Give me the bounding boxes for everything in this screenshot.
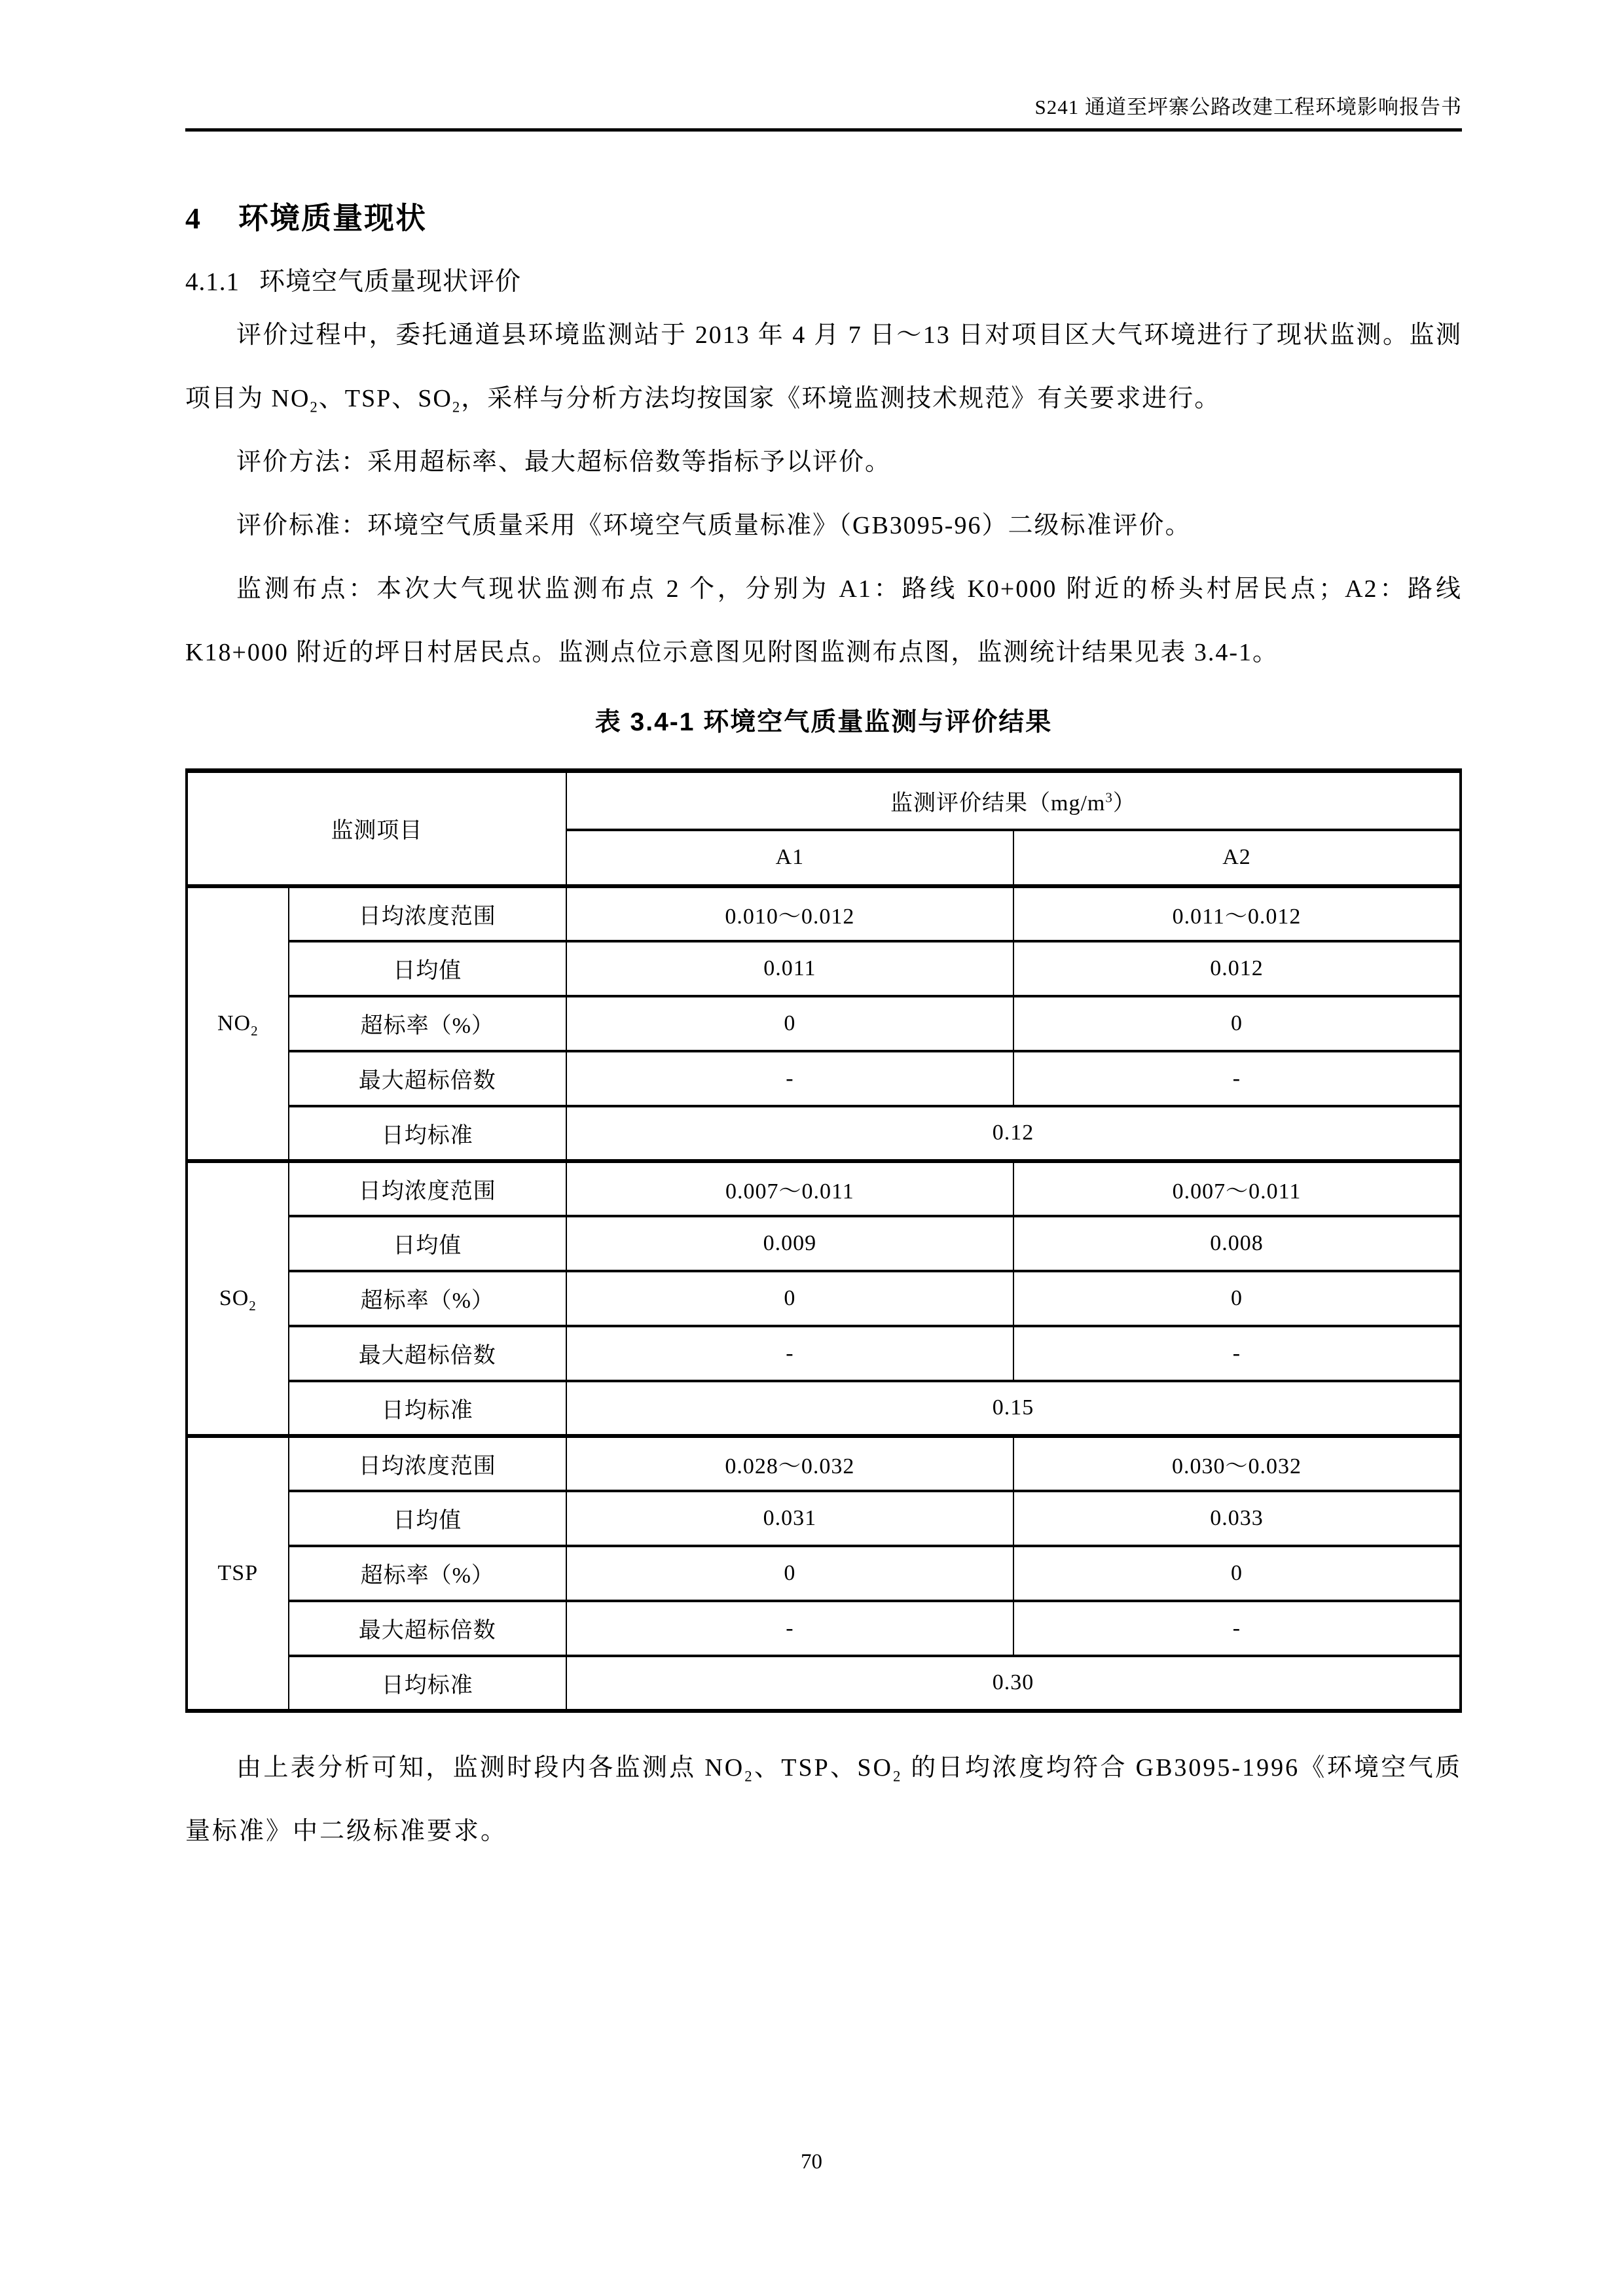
paragraph-evaluation-process: 评价过程中，委托通道县环境监测站于 2013 年 4 月 7 日～13 日对项目区大气环境进行了现状监测。监测项目为 $NO_2$、TSP、$SO_2$，采样与分析方法均按国家《环境监测技术规范》有关要求进行。	[185, 321, 1462, 416]
value-a2: -	[1013, 1326, 1461, 1381]
value-a1: 0.031	[566, 1491, 1013, 1546]
table-row	[187, 1216, 1461, 1271]
metric-label: 日均浓度范围	[289, 886, 566, 941]
value-a2: 0.033	[1013, 1491, 1461, 1546]
subsection-title: 环境空气质量现状评价	[259, 268, 522, 296]
value-a1: 0.028～0.032	[566, 1436, 1013, 1491]
running-header: S241 通道至坪寨公路改建工程环境影响报告书	[1034, 96, 1462, 118]
table-row	[187, 1656, 1461, 1711]
metric-label: 最大超标倍数	[289, 1051, 566, 1106]
standard-value: 0.30	[566, 1656, 1461, 1711]
table-caption: 表 3.4-1 环境空气质量监测与评价结果	[594, 708, 1053, 736]
paragraph-evaluation-standard: 评价标准：环境空气质量采用《环境空气质量标准》（GB3095-96）二级标准评价。	[236, 512, 1192, 539]
value-a2: -	[1013, 1051, 1461, 1106]
value-a1: -	[566, 1051, 1013, 1106]
section-heading	[185, 202, 1462, 234]
subsection-heading	[185, 268, 1462, 296]
metric-label: 日均值	[289, 1491, 566, 1546]
value-a2: -	[1013, 1601, 1461, 1656]
paragraph-conclusion: 由上表分析可知，监测时段内各监测点 $NO_2$、TSP、$SO_2$ 的日均浓度均符合 GB3095-1996《环境空气质量标准》中二级标准要求。	[185, 1753, 1463, 1845]
value-a2: 0.007～0.011	[1013, 1161, 1461, 1216]
table-row	[187, 1491, 1461, 1546]
section-title: 环境质量现状	[238, 201, 427, 235]
value-a1: 0	[566, 1271, 1013, 1326]
table-row	[187, 1546, 1461, 1601]
value-a1: -	[566, 1601, 1013, 1656]
table-row	[187, 1381, 1461, 1436]
metric-label: 超标率（%）	[289, 1271, 566, 1326]
content-area	[185, 0, 1462, 1863]
metric-label: 超标率（%）	[289, 1546, 566, 1601]
table-row	[187, 996, 1461, 1051]
paragraph-monitoring-sites: 监测布点：本次大气现状监测布点 2 个，分别为 A1：路线 K0+000 附近的桥头村居民点；A2：路线 K18+000 附近的坪日村居民点。监测点位示意图见附图监测布点图，监测统计结果见表 3.4-1。	[185, 575, 1462, 666]
table-row	[187, 1161, 1461, 1216]
table-row	[187, 1326, 1461, 1381]
pollutant-cell-no2: $NO_2$	[187, 886, 289, 1161]
header-col-a2: A2	[1013, 830, 1461, 886]
value-a1: 0.011	[566, 941, 1013, 996]
header-col-a1: A1	[566, 830, 1013, 886]
value-a1: 0.010～0.012	[566, 886, 1013, 941]
value-a1: 0.009	[566, 1216, 1013, 1271]
pollutant-cell-tsp: TSP	[187, 1436, 289, 1711]
table-row	[187, 1106, 1461, 1161]
metric-label: 最大超标倍数	[289, 1326, 566, 1381]
header-rule	[185, 128, 1462, 132]
metric-label: 日均标准	[289, 1381, 566, 1436]
value-a1: 0	[566, 996, 1013, 1051]
pollutant-cell-so2: $SO_2$	[187, 1161, 289, 1436]
metric-label: 日均值	[289, 1216, 566, 1271]
value-a1: 0.007～0.011	[566, 1161, 1013, 1216]
table-row	[187, 1051, 1461, 1106]
metric-label: 日均标准	[289, 1656, 566, 1711]
section-number: 4	[185, 202, 202, 235]
page-number: 70	[801, 2150, 822, 2174]
value-a1: 0	[566, 1546, 1013, 1601]
header-result-label: 监测评价结果$(mg/m^3)$	[566, 771, 1461, 830]
table-row	[187, 1436, 1461, 1491]
metric-label: 日均值	[289, 941, 566, 996]
value-a2: 0	[1013, 996, 1461, 1051]
metric-label: 日均浓度范围	[289, 1161, 566, 1216]
value-a2: 0	[1013, 1546, 1461, 1601]
metric-label: 超标率（%）	[289, 996, 566, 1051]
table-row	[187, 886, 1461, 941]
metric-label: 日均浓度范围	[289, 1436, 566, 1491]
value-a2: 0.011～0.012	[1013, 886, 1461, 941]
paragraph-evaluation-method: 评价方法：采用超标率、最大超标倍数等指标予以评价。	[236, 448, 892, 476]
value-a2: 0.012	[1013, 941, 1461, 996]
metric-label: 日均标准	[289, 1106, 566, 1161]
table-row	[187, 941, 1461, 996]
header-item-label: 监测项目	[187, 771, 566, 886]
subsection-number: 4.1.1	[185, 268, 240, 296]
value-a2: 0.008	[1013, 1216, 1461, 1271]
value-a2: 0.030～0.032	[1013, 1436, 1461, 1491]
table-header-row-1	[187, 771, 1461, 830]
metric-label: 最大超标倍数	[289, 1601, 566, 1656]
value-a2: 0	[1013, 1271, 1461, 1326]
conclusion-text	[185, 1736, 1462, 1863]
body-text	[185, 304, 1462, 685]
value-a1: -	[566, 1326, 1013, 1381]
standard-value: 0.12	[566, 1106, 1461, 1161]
table-row	[187, 1601, 1461, 1656]
air-quality-table	[185, 768, 1462, 1713]
table-row	[187, 1271, 1461, 1326]
standard-value: 0.15	[566, 1381, 1461, 1436]
